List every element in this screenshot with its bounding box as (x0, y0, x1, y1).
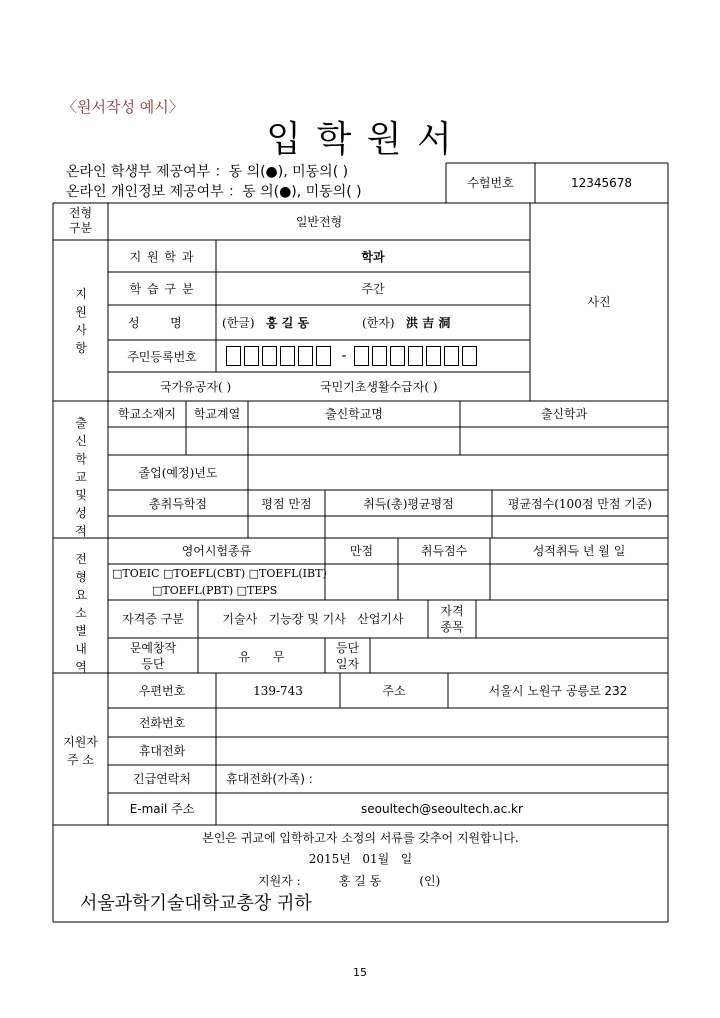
zip-label: 우편번호 (138, 684, 186, 698)
gpa-scale-header: 평점 만점 (261, 497, 312, 511)
score-header: 취득점수 (420, 544, 468, 558)
rrn-label: 주민등록번호 (127, 350, 197, 364)
zip-value[interactable]: 139-743 (253, 684, 303, 698)
school-major-header: 출신학과 (540, 407, 588, 421)
credits-header: 총취득학점 (149, 497, 207, 511)
literary-debut-label: 문예창작 등단 (129, 641, 177, 671)
rrn-digit-box[interactable] (354, 346, 369, 366)
page-title: 입 학 원 서 (266, 119, 454, 160)
full-score-header: 만점 (349, 544, 374, 558)
school-name-header: 출신학교명 (325, 407, 383, 421)
mobile-label: 휴대전화 (138, 744, 186, 758)
rrn-digit-box[interactable] (226, 346, 241, 366)
cert-types[interactable]: 기술사 기능장 및 기사 산업기사 (222, 612, 404, 626)
track-label: 전형 구분 (68, 206, 93, 235)
basic-living-field[interactable]: 국민기초생활수급자( ) (320, 380, 438, 394)
example-tag: 〈원서작성 예시〉 (62, 98, 184, 116)
rrn-digit-box[interactable] (280, 346, 295, 366)
exam-number-label: 수험번호 (467, 176, 514, 190)
rrn-digit-box[interactable] (444, 346, 459, 366)
rrn-digit-box[interactable] (408, 346, 423, 366)
email-value[interactable]: seoultech@seoultech.ac.kr (361, 802, 523, 816)
address-label: 주소 (382, 684, 406, 698)
grad-year-label: 졸업(예정)년도 (138, 466, 218, 480)
phone-label: 전화번호 (138, 716, 186, 730)
exam-number-value: 12345678 (570, 176, 633, 190)
rrn-digit-box[interactable] (390, 346, 405, 366)
consent-personal-info: 온라인 개인정보 제공여부 ：동 의(●), 미동의( ) (66, 184, 362, 200)
veteran-field[interactable]: 국가유공자( ) (160, 380, 232, 394)
dept-value[interactable]: 학과 (361, 250, 385, 264)
emergency-value[interactable]: 휴대전화(가족) : (226, 772, 313, 786)
photo-box[interactable]: 사진 (587, 295, 611, 309)
rrn-dash: - (341, 347, 347, 364)
rrn-digit-box[interactable] (462, 346, 477, 366)
page-number: 15 (353, 966, 367, 979)
name-hanja-tag: (한자) (362, 316, 395, 330)
school-location-header: 학교소재지 (118, 407, 176, 421)
rrn-digit-box[interactable] (298, 346, 313, 366)
rrn-digit-box[interactable] (372, 346, 387, 366)
gpa-header: 취득(총)평균평점 (363, 497, 454, 511)
applicant-section-label: 지원사항 (75, 287, 87, 355)
emergency-label: 긴급연락처 (133, 772, 191, 786)
score-date-header: 성적취득 년 월 일 (532, 544, 626, 558)
english-test-options-1[interactable]: □TOEIC □TOEFL(CBT) □TOEFL(IBT) (112, 567, 327, 580)
declaration-date: 2015년 01월 일 (308, 852, 413, 866)
school-line-header: 학교계열 (193, 407, 241, 421)
literary-debut-value[interactable]: 유 무 (238, 650, 285, 664)
rrn-digit-box[interactable] (426, 346, 441, 366)
name-hanja-value[interactable]: 洪 吉 洞 (406, 316, 451, 330)
factors-section-label: 전형요소별내역 (75, 552, 87, 674)
address-value[interactable]: 서울시 노원구 공릉로 232 (488, 684, 628, 698)
declaration-addressee: 서울과학기술대학교총장 귀하 (80, 893, 312, 914)
address-section-label: 지원자 주 소 (63, 735, 98, 767)
avg100-header: 평균점수(100점 만점 기준) (507, 497, 653, 511)
english-test-header: 영어시험종류 (181, 544, 252, 558)
cert-label: 자격증 구분 (122, 612, 184, 626)
cert-kind-label: 자격 종목 (440, 604, 464, 634)
track-value: 일반전형 (295, 215, 343, 229)
study-mode-value[interactable]: 주간 (361, 282, 385, 296)
declaration-applicant: 지원자 : 홍 길 동 (인) (258, 874, 441, 888)
rrn-digit-box[interactable] (244, 346, 259, 366)
english-test-options-2[interactable]: □TOEFL(PBT) □TEPS (152, 584, 278, 597)
rrn-digit-box[interactable] (316, 346, 331, 366)
name-label: 성 명 (128, 316, 182, 330)
rrn-input[interactable] (226, 345, 480, 369)
dept-label: 지 원 학 과 (129, 250, 195, 264)
school-section-label: 출신학교및성적 (75, 416, 87, 538)
name-korean-value[interactable]: 홍 길 동 (266, 316, 310, 330)
email-label: E-mail 주소 (129, 802, 195, 816)
consent-student-record: 온라인 학생부 제공여부 ：동 의(●), 미동의( ) (66, 164, 349, 180)
name-korean-tag: (한글) (222, 316, 255, 330)
rrn-digit-box[interactable] (262, 346, 277, 366)
declaration-statement: 본인은 귀교에 입학하고자 소정의 서류를 갖추어 지원합니다. (202, 831, 519, 845)
debut-date-label: 등단 일자 (335, 641, 360, 671)
study-mode-label: 학 습 구 분 (129, 282, 195, 296)
